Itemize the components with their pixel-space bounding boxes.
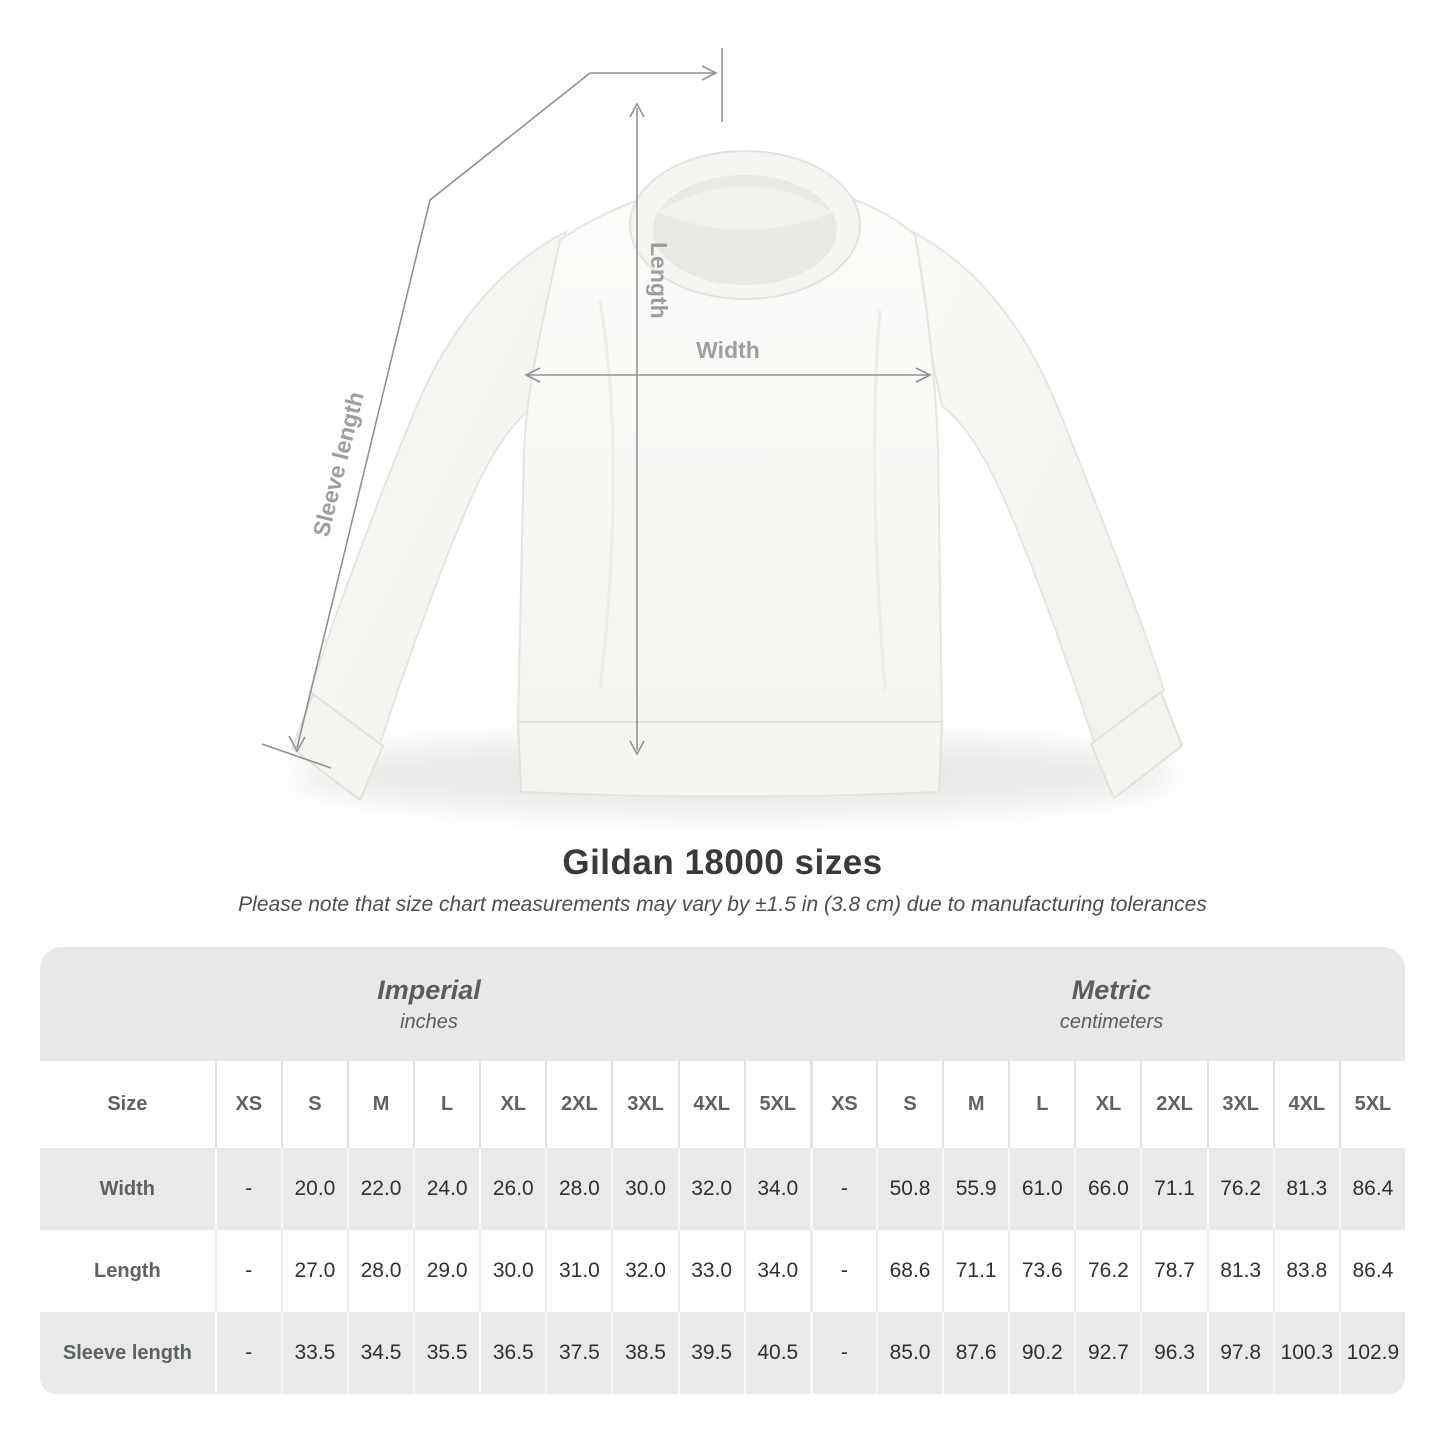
- size-col-header: XS: [215, 1061, 281, 1148]
- measurement-value: -: [215, 1148, 281, 1230]
- measurement-value: 29.0: [413, 1230, 479, 1312]
- measurement-value: 22.0: [347, 1148, 413, 1230]
- size-header-row: [40, 1061, 1405, 1148]
- measurement-value: 71.1: [1140, 1148, 1206, 1230]
- measurement-value: 96.3: [1140, 1312, 1206, 1394]
- measurement-value: 68.6: [876, 1230, 942, 1312]
- measurement-value: 97.8: [1207, 1312, 1273, 1394]
- measurement-value: 28.0: [347, 1230, 413, 1312]
- measurement-value: -: [810, 1312, 876, 1394]
- measurement-value: 28.0: [545, 1148, 611, 1230]
- imperial-header: [40, 947, 818, 1061]
- row-label: Sleeve length: [62, 1341, 192, 1364]
- measurement-value: 61.0: [1008, 1148, 1074, 1230]
- size-col-header: 2XL: [1140, 1061, 1206, 1148]
- measurement-value: 20.0: [281, 1148, 347, 1230]
- size-col-header: L: [1008, 1061, 1074, 1148]
- measurement-value: 87.6: [942, 1312, 1008, 1394]
- measurement-value: 37.5: [545, 1312, 611, 1394]
- measurement-value: 30.0: [479, 1230, 545, 1312]
- measurement-value: 71.1: [942, 1230, 1008, 1312]
- table-row: [40, 1148, 1405, 1230]
- measurement-value: 30.0: [611, 1148, 677, 1230]
- measurement-value: -: [810, 1230, 876, 1312]
- tolerance-note: Please note that size chart measurements may vary by ±1.5 in (3.8 cm) due to manufacturing tolerances: [238, 893, 1207, 916]
- size-table: [40, 947, 1405, 1394]
- measurement-value: 33.5: [281, 1312, 347, 1394]
- size-col-header: 3XL: [611, 1061, 677, 1148]
- measurement-value: 40.5: [744, 1312, 810, 1394]
- measurement-value: 26.0: [479, 1148, 545, 1230]
- size-col-header: M: [942, 1061, 1008, 1148]
- metric-unit: centimeters: [1059, 1010, 1164, 1033]
- size-col-header: 5XL: [1339, 1061, 1405, 1148]
- table-row: [40, 1312, 1405, 1394]
- measurement-value: 34.5: [347, 1312, 413, 1394]
- measurement-value: 36.5: [479, 1312, 545, 1394]
- measurement-value: 76.2: [1207, 1148, 1273, 1230]
- size-col-header: 3XL: [1207, 1061, 1273, 1148]
- size-col-header: 4XL: [678, 1061, 744, 1148]
- measurement-value: 31.0: [545, 1230, 611, 1312]
- measurement-value: 32.0: [611, 1230, 677, 1312]
- measurement-value: 50.8: [876, 1148, 942, 1230]
- sweatshirt-right-sleeve: [905, 228, 1182, 798]
- measurement-value: 27.0: [281, 1230, 347, 1312]
- measurement-rows: [40, 1148, 1405, 1394]
- measurement-value: 39.5: [678, 1312, 744, 1394]
- waistband: [518, 722, 942, 797]
- measurement-value: 100.3: [1273, 1312, 1339, 1394]
- metric-header: [818, 947, 1405, 1061]
- measurement-value: 32.0: [678, 1148, 744, 1230]
- measurement-value: 33.0: [678, 1230, 744, 1312]
- size-col-header: M: [347, 1061, 413, 1148]
- measurement-value: 34.0: [744, 1148, 810, 1230]
- width-label: Width: [696, 337, 760, 363]
- size-col-header: L: [413, 1061, 479, 1148]
- imperial-title: Imperial: [377, 974, 481, 1005]
- measurement-value: 55.9: [942, 1148, 1008, 1230]
- measurement-value: 83.8: [1273, 1230, 1339, 1312]
- measurement-value: 24.0: [413, 1148, 479, 1230]
- page-title: Gildan 18000 sizes: [562, 843, 883, 882]
- size-col-header: 4XL: [1273, 1061, 1339, 1148]
- imperial-unit: inches: [400, 1010, 458, 1033]
- measurement-value: 86.4: [1339, 1230, 1405, 1312]
- unit-header-band: [40, 947, 1405, 1061]
- measurement-value: -: [215, 1230, 281, 1312]
- measurement-value: 85.0: [876, 1312, 942, 1394]
- measurement-value: 102.9: [1339, 1312, 1405, 1394]
- size-column-title: Size: [107, 1093, 148, 1115]
- size-col-header: S: [281, 1061, 347, 1148]
- size-col-header: 2XL: [545, 1061, 611, 1148]
- measurement-value: 92.7: [1074, 1312, 1140, 1394]
- row-label: Length: [94, 1259, 161, 1282]
- measurement-value: 76.2: [1074, 1230, 1140, 1312]
- measurement-value: 78.7: [1140, 1230, 1206, 1312]
- length-label: Length: [646, 242, 672, 319]
- row-label: Width: [99, 1177, 156, 1200]
- size-col-header: 5XL: [744, 1061, 810, 1148]
- measurement-value: 35.5: [413, 1312, 479, 1394]
- size-col-header: XL: [1074, 1061, 1140, 1148]
- metric-title: Metric: [1071, 974, 1152, 1005]
- measurement-value: 66.0: [1074, 1148, 1140, 1230]
- measurement-value: 90.2: [1008, 1312, 1074, 1394]
- size-col-header: S: [876, 1061, 942, 1148]
- measurement-value: 34.0: [744, 1230, 810, 1312]
- measurement-value: 86.4: [1339, 1148, 1405, 1230]
- measurement-value: 38.5: [611, 1312, 677, 1394]
- measurement-value: -: [215, 1312, 281, 1394]
- measurement-value: 73.6: [1008, 1230, 1074, 1312]
- table-row: [40, 1230, 1405, 1312]
- measurement-value: 81.3: [1273, 1148, 1339, 1230]
- size-col-header: XS: [810, 1061, 876, 1148]
- size-col-header: XL: [479, 1061, 545, 1148]
- measurement-value: 81.3: [1207, 1230, 1273, 1312]
- measurement-value: -: [810, 1148, 876, 1230]
- sleeve-length-label: Sleeve length: [307, 388, 369, 540]
